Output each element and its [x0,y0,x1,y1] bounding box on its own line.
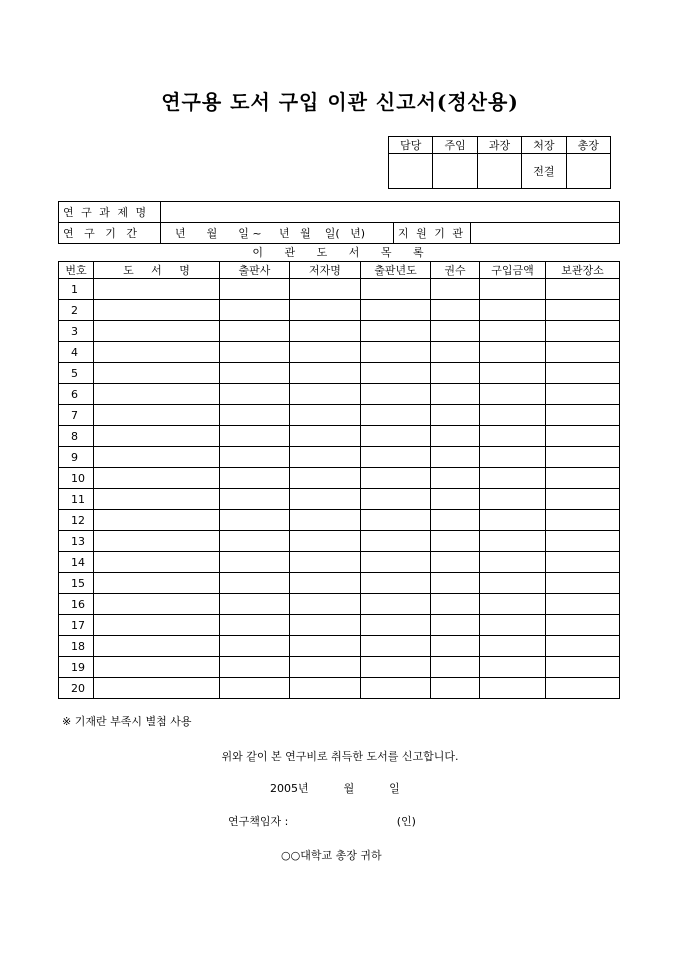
table-cell[interactable] [290,468,361,489]
table-cell[interactable] [220,615,290,636]
row-number: 11 [59,489,94,510]
responsible-researcher-line: 연구책임자 : (인) [228,815,416,828]
table-cell[interactable] [546,636,620,657]
table-cell[interactable] [546,531,620,552]
table-cell[interactable] [431,657,480,678]
table-cell[interactable] [431,552,480,573]
table-cell[interactable] [290,321,361,342]
table-row [59,468,620,489]
table-cell[interactable] [546,447,620,468]
table-cell[interactable] [431,300,480,321]
table-cell[interactable] [220,300,290,321]
table-cell[interactable] [546,489,620,510]
table-cell[interactable] [361,552,431,573]
row-number: 19 [59,657,94,678]
support-agency-field[interactable] [471,223,620,244]
table-row [59,363,620,384]
table-cell[interactable] [480,573,546,594]
table-cell[interactable] [290,594,361,615]
table-cell[interactable] [220,426,290,447]
table-cell[interactable] [480,426,546,447]
table-cell[interactable] [361,594,431,615]
table-cell[interactable] [290,447,361,468]
column-header: 저자명 [290,262,361,279]
project-name-field[interactable] [161,202,620,223]
addressee-line: ○○대학교 총장 귀하 [281,849,382,862]
table-cell[interactable] [94,678,220,699]
approval-header: 처장 [522,137,566,154]
table-cell[interactable] [220,363,290,384]
table-cell[interactable] [220,321,290,342]
table-cell[interactable] [431,426,480,447]
table-cell[interactable] [431,573,480,594]
table-cell[interactable] [94,594,220,615]
table-cell[interactable] [290,552,361,573]
row-number: 17 [59,615,94,636]
table-cell[interactable] [546,615,620,636]
table-row [59,552,620,573]
table-cell[interactable] [361,321,431,342]
table-cell[interactable] [220,342,290,363]
table-body [59,279,620,699]
table-cell[interactable] [480,657,546,678]
column-header: 번호 [59,262,94,279]
row-number: 13 [59,531,94,552]
table-row [59,321,620,342]
table-row [59,594,620,615]
table-cell[interactable] [220,510,290,531]
table-cell[interactable] [94,342,220,363]
approval-header: 총장 [566,137,610,154]
table-cell[interactable] [220,405,290,426]
table-cell[interactable] [480,447,546,468]
approval-header: 담당 [389,137,433,154]
column-header: 도 서 명 [94,262,220,279]
declaration-text: 위와 같이 본 연구비로 취득한 도서를 신고합니다. [221,750,459,763]
document-title: 연구용 도서 구입 이관 신고서(정산용) [161,90,519,114]
table-cell[interactable] [220,657,290,678]
table-cell[interactable] [94,384,220,405]
table-cell[interactable] [431,468,480,489]
table-cell[interactable] [431,384,480,405]
table-cell[interactable] [546,510,620,531]
table-cell[interactable] [480,363,546,384]
table-cell[interactable] [361,300,431,321]
row-number: 1 [59,279,94,300]
table-cell[interactable] [361,678,431,699]
table-cell[interactable] [361,636,431,657]
table-cell[interactable] [480,636,546,657]
table-cell[interactable] [546,657,620,678]
table-cell[interactable] [361,657,431,678]
table-row [59,342,620,363]
row-number: 3 [59,321,94,342]
table-cell[interactable] [94,510,220,531]
table-cell[interactable] [94,300,220,321]
project-info-table [58,201,620,244]
signature-cell[interactable] [477,154,521,189]
row-number: 10 [59,468,94,489]
table-cell[interactable] [220,552,290,573]
table-row [59,615,620,636]
table-cell[interactable] [290,279,361,300]
table-cell[interactable] [290,489,361,510]
table-cell[interactable] [361,363,431,384]
research-period-label: 연 구 기 간 [59,223,161,244]
approval-header: 주임 [433,137,477,154]
table-cell[interactable] [220,489,290,510]
table-cell[interactable] [220,573,290,594]
table-cell[interactable] [480,678,546,699]
table-cell[interactable] [546,573,620,594]
table-cell[interactable] [431,279,480,300]
table-cell[interactable] [290,657,361,678]
table-cell[interactable] [290,426,361,447]
support-agency-label: 지 원 기 관 [394,223,471,244]
research-period-row [59,223,620,244]
table-cell[interactable] [220,594,290,615]
table-cell[interactable] [220,468,290,489]
table-cell[interactable] [290,510,361,531]
table-cell[interactable] [361,405,431,426]
row-number: 8 [59,426,94,447]
table-cell[interactable] [220,384,290,405]
table-cell[interactable] [431,321,480,342]
approval-box [388,136,611,189]
table-cell[interactable] [361,279,431,300]
table-cell[interactable] [290,636,361,657]
table-row [59,531,620,552]
table-cell[interactable] [431,342,480,363]
table-cell[interactable] [361,468,431,489]
table-cell[interactable] [94,447,220,468]
table-cell[interactable] [431,636,480,657]
table-header-row [59,262,620,279]
table-cell[interactable] [94,615,220,636]
table-cell[interactable] [290,573,361,594]
table-cell[interactable] [361,342,431,363]
table-cell[interactable] [480,510,546,531]
table-cell[interactable] [94,426,220,447]
approval-header: 과장 [477,137,521,154]
table-cell[interactable] [361,531,431,552]
table-cell[interactable] [431,510,480,531]
table-cell[interactable] [220,531,290,552]
table-cell[interactable] [431,489,480,510]
table-cell[interactable] [361,447,431,468]
row-number: 9 [59,447,94,468]
table-cell[interactable] [480,342,546,363]
transfer-list-title: 이 관 도 서 목 록 [252,246,426,259]
table-cell[interactable] [546,300,620,321]
table-cell[interactable] [480,321,546,342]
row-number: 12 [59,510,94,531]
table-cell[interactable] [361,384,431,405]
table-cell[interactable] [480,405,546,426]
table-row [59,405,620,426]
row-number: 2 [59,300,94,321]
table-cell[interactable] [94,573,220,594]
table-cell[interactable] [94,468,220,489]
table-cell[interactable] [480,552,546,573]
row-number: 4 [59,342,94,363]
signature-cell[interactable] [566,154,610,189]
date-line: 2005년 월 일 [270,782,400,795]
table-cell[interactable] [290,342,361,363]
row-number: 7 [59,405,94,426]
table-cell[interactable] [94,279,220,300]
table-cell[interactable] [94,363,220,384]
table-cell[interactable] [361,510,431,531]
table-cell[interactable] [290,384,361,405]
transfer-book-table [58,261,620,699]
table-cell[interactable] [94,405,220,426]
table-cell[interactable] [480,531,546,552]
table-row [59,510,620,531]
table-cell[interactable] [220,678,290,699]
table-cell[interactable] [546,279,620,300]
table-row [59,489,620,510]
table-cell[interactable] [546,594,620,615]
table-cell[interactable] [361,489,431,510]
table-cell[interactable] [546,426,620,447]
table-cell[interactable] [431,531,480,552]
signature-cell[interactable] [433,154,477,189]
table-cell[interactable] [431,678,480,699]
signature-cell[interactable] [389,154,433,189]
table-row [59,300,620,321]
table-cell[interactable] [480,489,546,510]
project-name-row [59,202,620,223]
table-cell[interactable] [431,615,480,636]
table-cell[interactable] [290,300,361,321]
column-header: 권수 [431,262,480,279]
column-header: 보관장소 [546,262,620,279]
table-cell[interactable] [546,321,620,342]
table-cell[interactable] [361,426,431,447]
table-cell[interactable] [220,279,290,300]
table-cell[interactable] [431,405,480,426]
table-cell[interactable] [361,615,431,636]
table-cell[interactable] [480,615,546,636]
project-name-label: 연 구 과 제 명 [59,202,161,223]
approval-header-row [389,137,611,154]
table-cell[interactable] [94,531,220,552]
research-period-field[interactable]: 년 월 일 ~ 년 월 일( 년) [161,223,394,244]
table-cell[interactable] [220,447,290,468]
table-cell[interactable] [480,468,546,489]
approval-signature-row [389,154,611,189]
table-cell[interactable] [480,300,546,321]
table-row [59,384,620,405]
table-cell[interactable] [361,573,431,594]
table-cell[interactable] [94,657,220,678]
table-cell[interactable] [94,489,220,510]
table-row [59,447,620,468]
table-cell[interactable] [480,384,546,405]
table-cell[interactable] [94,321,220,342]
column-header: 출판사 [220,262,290,279]
row-number: 20 [59,678,94,699]
table-cell[interactable] [480,279,546,300]
table-cell[interactable] [94,636,220,657]
table-cell[interactable] [546,405,620,426]
signature-cell[interactable]: 전결 [522,154,566,189]
table-row [59,657,620,678]
row-number: 15 [59,573,94,594]
row-number: 18 [59,636,94,657]
table-cell[interactable] [290,615,361,636]
table-cell[interactable] [546,384,620,405]
table-cell[interactable] [546,678,620,699]
table-cell[interactable] [431,447,480,468]
table-cell[interactable] [290,531,361,552]
table-cell[interactable] [94,552,220,573]
table-cell[interactable] [290,363,361,384]
note-text: ※ 기재란 부족시 별첨 사용 [62,715,192,728]
row-number: 6 [59,384,94,405]
table-cell[interactable] [220,636,290,657]
table-cell[interactable] [290,678,361,699]
table-cell[interactable] [480,594,546,615]
row-number: 16 [59,594,94,615]
table-cell[interactable] [546,468,620,489]
table-row [59,573,620,594]
table-cell[interactable] [290,405,361,426]
table-row [59,426,620,447]
table-row [59,279,620,300]
table-row [59,636,620,657]
table-cell[interactable] [431,363,480,384]
table-cell[interactable] [546,342,620,363]
table-cell[interactable] [546,363,620,384]
row-number: 14 [59,552,94,573]
column-header: 구입금액 [480,262,546,279]
table-cell[interactable] [431,594,480,615]
column-header: 출판년도 [361,262,431,279]
row-number: 5 [59,363,94,384]
table-cell[interactable] [546,552,620,573]
table-row [59,678,620,699]
